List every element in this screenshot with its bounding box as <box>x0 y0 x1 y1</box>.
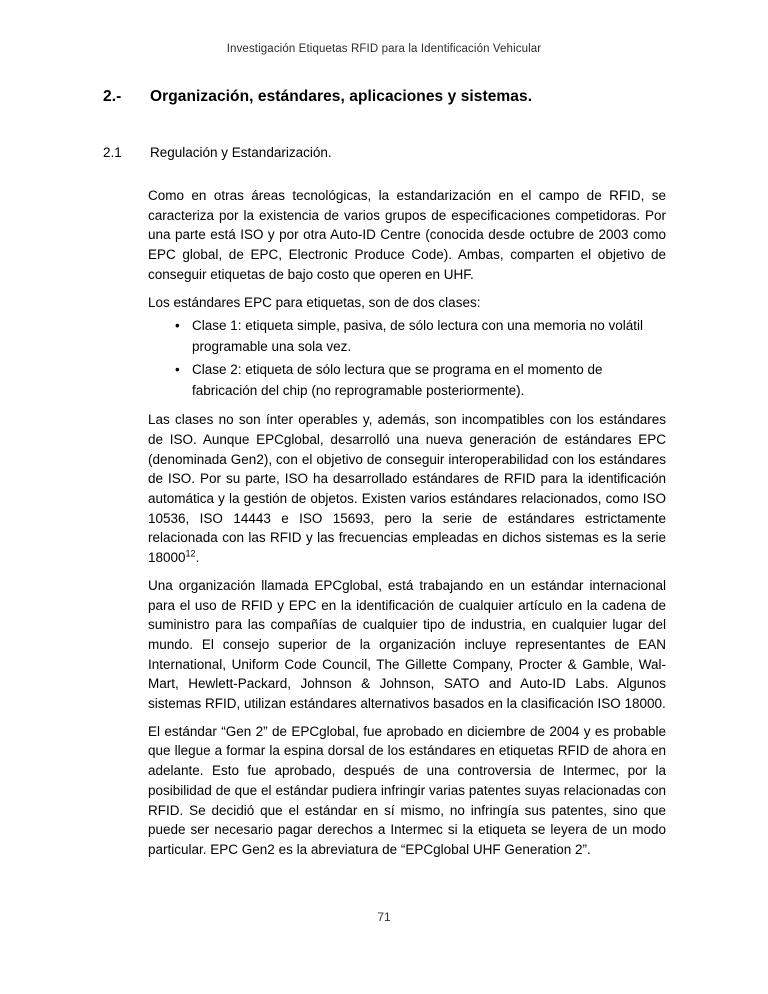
subsection-heading <box>103 145 673 160</box>
paragraph-epc-classes-lead: Los estándares EPC para etiquetas, son de dos clases: <box>148 294 481 310</box>
footnote-marker: 12 <box>185 548 196 559</box>
list-item-label: Clase 1: etiqueta simple, pasiva, de sólo lectura con una memoria no volátil programable una sola vez. <box>192 318 643 355</box>
paragraph-gen2-standard: El estándar “Gen 2” de EPCglobal, fue aprobado en diciembre de 2004 y es probable que llegue a formar la espina dorsal de los estándares en etiquetas RFID de ahora en adelante. Esto fue aprobado, después de una controversia de Intermec, por la posibilidad de que el estándar pudiera infringir varias patentes suyas relacionadas con RFID. Se decidió que el estándar en sí mismo, no infringía sus patentes, sino que puede ser necesario pagar derechos a Intermec si la etiqueta se leyera de un modo particular. EPC Gen2 es la abreviatura de “EPCglobal UHF Generation 2”. <box>148 723 666 857</box>
section-heading <box>103 88 673 106</box>
subsection-number: 2.1 <box>103 145 122 160</box>
list-item <box>148 359 666 401</box>
list-item <box>148 315 666 357</box>
list-item-label: Clase 2: etiqueta de sólo lectura que se programa en el momento de fabricación del chip (no reprogramable posteriormente). <box>192 362 603 399</box>
bullet-dot-icon: • <box>175 318 180 334</box>
section-title: Organización, estándares, aplicaciones y sistemas. <box>150 88 533 105</box>
paragraph-iso-series-period: . <box>195 550 200 566</box>
paragraph-standardization-intro: Como en otras áreas tecnológicas, la estandarización en el campo de RFID, se caracteriza por la existencia de varios grupos de especificaciones competidoras. Por una parte está ISO y por otra Auto-ID Centre (conocida desde octubre de 2003 como EPC global, de EPC, Electronic Produce Code). Ambas, comparten el objetivo de conseguir etiquetas de bajo costo que operen en UHF. <box>148 188 666 282</box>
page-number: 71 <box>377 910 391 924</box>
epc-class-list <box>148 315 666 401</box>
paragraph-iso-series <box>148 410 666 568</box>
section-number: 2.- <box>103 88 122 105</box>
subsection-title: Regulación y Estandarización. <box>150 145 332 160</box>
bullet-dot-icon: • <box>175 362 180 378</box>
paragraph-iso-series-text: Las clases no son ínter operables y, además, son incompatibles con los estándares de ISO. Aunque EPCglobal, desarrolló una nueva generación de estándares EPC (denominada Gen2), con el objetivo de conseguir interoperabilidad con los estándares de ISO. Por su parte, ISO ha desarrollado estándares de RFID para la identificación automática y la gestión de objetos. Existen varios estándares relacionados, como ISO 10536, ISO 14443 e ISO 15693, pero la serie de estándares estrictamente relacionada con las RFID y las frecuencias empleadas en dichos sistemas es la serie 18000 <box>148 412 666 566</box>
paragraph-epcglobal-organization: Una organización llamada EPCglobal, está trabajando en un estándar internacional para el uso de RFID y EPC en la identificación de cualquier artículo en la cadena de suministro para las compañías de cualquier tipo de industria, en cualquier lugar del mundo. El consejo superior de la organización incluye representantes de EAN International, Uniform Code Council, The Gillette Company, Procter & Gamble, Wal-Mart, Hewlett-Packard, Johnson & Johnson, SATO and Auto-ID Labs. Algunos sistemas RFID, utilizan estándares alternativos basados en la clasificación ISO 18000. <box>148 577 666 712</box>
body-text-column <box>148 186 666 868</box>
running-header: Investigación Etiquetas RFID para la Identificación Vehicular <box>226 43 542 55</box>
